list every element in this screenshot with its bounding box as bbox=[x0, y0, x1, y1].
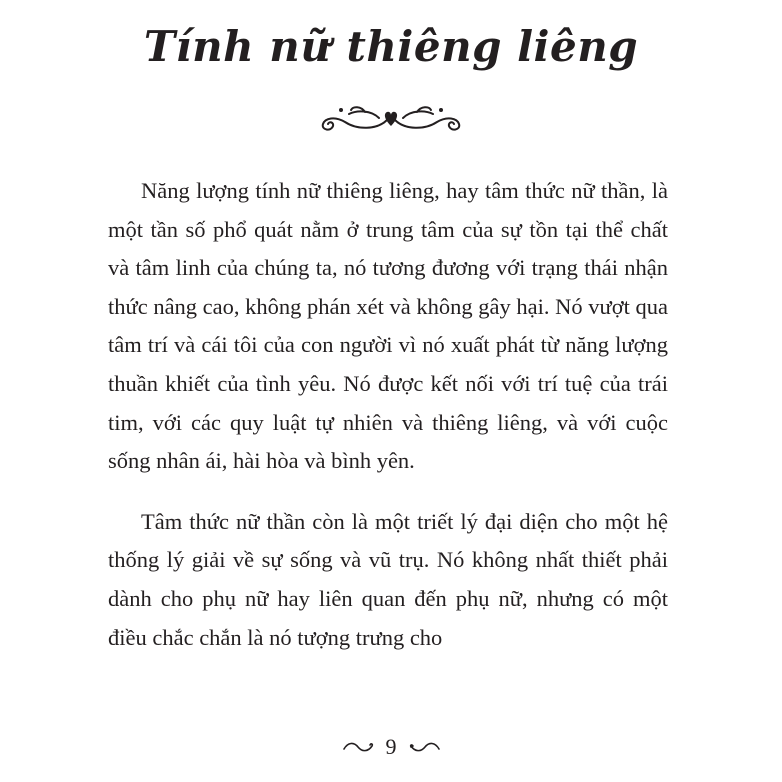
paragraph: Tâm thức nữ thần còn là một triết lý đại diện cho một hệ thống lý giải về sự sống và vũ trụ. Nó không nhất thiết phải dành cho phụ nữ hay liên quan đến phụ nữ, nhưng có một điều chắc chắn là nó tượng trưng cho bbox=[108, 508, 668, 650]
paragraph: Năng lượng tính nữ thiêng liêng, hay tâm thức nữ thần, là một tần số phổ quát nằm ở trung tâm của sự tồn tại thể chất và tâm linh của chúng ta, nó tương đương với trạng thái nhận thức nâng cao, không phán xét và không gây hại. Nó vượt qua tâm trí và cái tôi của con người vì nó xuất phát từ năng lượng thuần khiết của tình yêu. Nó được kết nối với trí tuệ của trái tim, với các quy luật tự nhiên và thiêng liêng, và với cuộc sống nhân ái, hài hòa và bình yên. bbox=[108, 178, 668, 474]
page-title: Tính nữ thiêng liêng bbox=[143, 22, 639, 71]
swirl-icon bbox=[407, 740, 441, 754]
body-text bbox=[108, 172, 668, 657]
scroll-flourish-icon bbox=[317, 100, 465, 136]
swirl-icon bbox=[342, 740, 376, 754]
page-footer bbox=[0, 732, 782, 762]
page-number: 9 bbox=[385, 734, 397, 759]
